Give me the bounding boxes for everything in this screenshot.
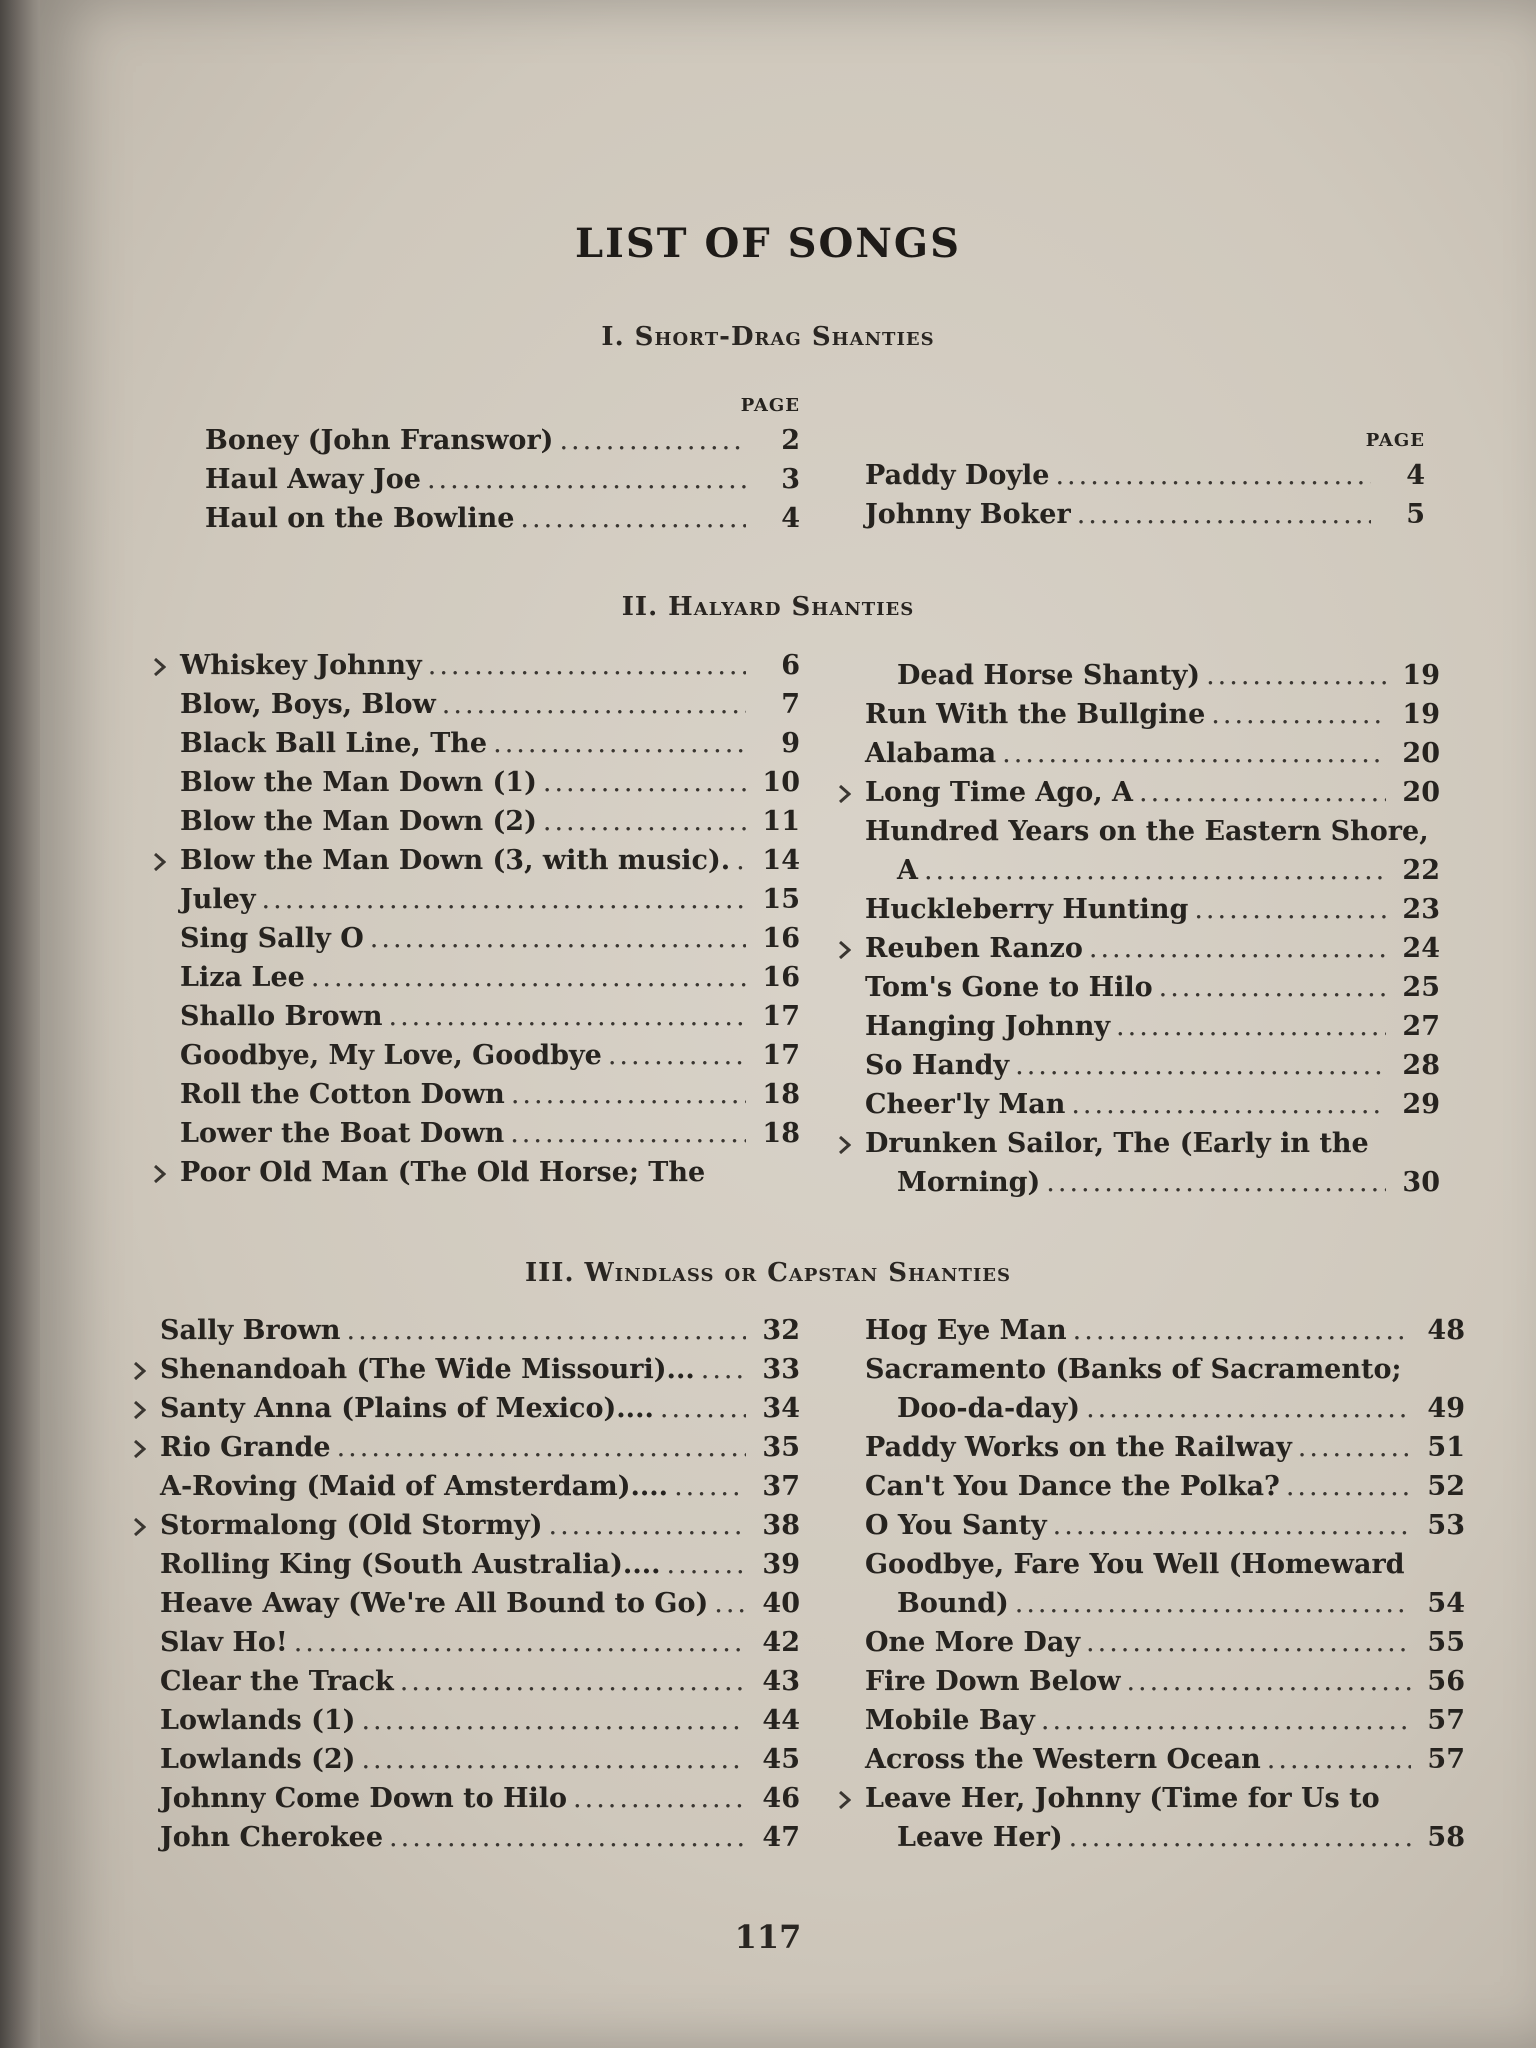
- song-entry: [865, 1510, 1465, 1549]
- song-title: Black Ball Line, The: [180, 728, 488, 759]
- song-page-number: 22: [1402, 855, 1440, 886]
- song-entry: [180, 845, 800, 884]
- dot-leader: [311, 962, 746, 993]
- song-entry: [160, 1744, 800, 1783]
- song-title: Huckleberry Hunting: [865, 894, 1189, 925]
- dot-leader: [1089, 933, 1386, 964]
- song-title: Long Time Ago, A: [865, 777, 1133, 808]
- dot-leader: [714, 1588, 746, 1619]
- song-entry: [865, 1783, 1465, 1822]
- song-entry: [160, 1588, 800, 1627]
- song-page-number: 3: [781, 464, 800, 495]
- dot-leader: [347, 1315, 746, 1346]
- dot-leader: [1041, 1705, 1411, 1736]
- song-page-number: 56: [1427, 1666, 1465, 1697]
- dot-leader: [427, 464, 746, 495]
- song-page-number: 2: [781, 425, 800, 456]
- song-entry: [865, 1471, 1465, 1510]
- song-title: Run With the Bullgine: [865, 699, 1206, 730]
- dot-leader: [924, 855, 1386, 886]
- song-title: Roll the Cotton Down: [180, 1079, 505, 1110]
- dot-leader: [1086, 1627, 1411, 1658]
- song-entry: [160, 1315, 800, 1354]
- song-page-number: 7: [781, 689, 800, 720]
- song-page-number: 16: [762, 923, 800, 954]
- song-page-number: 19: [1402, 660, 1440, 691]
- song-title: Goodbye, Fare You Well (Homeward: [865, 1549, 1405, 1580]
- dot-leader: [1002, 738, 1386, 769]
- song-page-number: 43: [762, 1666, 800, 1697]
- song-title: Lowlands (2): [160, 1744, 356, 1775]
- song-entry: [180, 728, 800, 767]
- song-page-number: 57: [1427, 1705, 1465, 1736]
- song-entry: [865, 1089, 1440, 1128]
- dot-leader: [511, 1079, 746, 1110]
- song-entry: [865, 933, 1440, 972]
- dot-leader: [510, 1118, 746, 1149]
- song-title: Rolling King (South Australia)....: [160, 1549, 661, 1580]
- song-title: Reuben Ranzo: [865, 933, 1083, 964]
- song-page-number: 35: [762, 1432, 800, 1463]
- song-page-number: 38: [762, 1510, 800, 1541]
- song-title: Sing Sally O: [180, 923, 364, 954]
- song-entry: [180, 1157, 800, 1196]
- song-title: Cheer'ly Man: [865, 1089, 1066, 1120]
- song-entry: [865, 1588, 1465, 1627]
- song-entry: [180, 689, 800, 728]
- song-title: Morning): [897, 1167, 1041, 1198]
- song-page-number: 45: [762, 1744, 800, 1775]
- song-title: Blow the Man Down (1): [180, 767, 537, 798]
- section-3-left-column: [160, 1315, 800, 1861]
- song-title: O You Santy: [865, 1510, 1047, 1541]
- page-column-header: PAGE: [1365, 430, 1425, 451]
- song-entry: [865, 1627, 1465, 1666]
- song-title: Paddy Works on the Railway: [865, 1432, 1292, 1463]
- song-title: Doo-da-day): [897, 1393, 1081, 1424]
- song-title: Slav Ho!: [160, 1627, 288, 1658]
- song-page-number: 32: [762, 1315, 800, 1346]
- song-page-number: 18: [762, 1079, 800, 1110]
- dot-leader: [701, 1354, 746, 1385]
- song-title: Sally Brown: [160, 1315, 341, 1346]
- song-entry: [180, 1079, 800, 1118]
- song-entry: [180, 884, 800, 923]
- song-title: Heave Away (We're All Bound to Go): [160, 1588, 709, 1619]
- song-page-number: 24: [1402, 933, 1440, 964]
- dot-leader: [660, 1393, 746, 1424]
- pencil-check-mark-icon: [154, 658, 166, 676]
- song-title: Juley: [180, 884, 256, 915]
- section-1-right-column: [865, 430, 1425, 538]
- song-title: Leave Her): [897, 1822, 1063, 1853]
- section-2-left-column: [180, 650, 800, 1196]
- song-entry: [865, 738, 1440, 777]
- pencil-check-mark-icon: [154, 1165, 166, 1183]
- song-entry: [180, 1118, 800, 1157]
- song-title: Fire Down Below: [865, 1666, 1121, 1697]
- pencil-check-mark-icon: [839, 1136, 851, 1154]
- pencil-check-mark-icon: [839, 1791, 851, 1809]
- song-page-number: 9: [781, 728, 800, 759]
- song-entry: [865, 499, 1425, 538]
- song-entry: [865, 1315, 1465, 1354]
- song-page-number: 34: [762, 1393, 800, 1424]
- dot-leader: [1159, 972, 1386, 1003]
- page-number: 117: [734, 1918, 802, 1956]
- dot-leader: [1139, 777, 1386, 808]
- song-entry: [160, 1354, 800, 1393]
- song-entry: [865, 1050, 1440, 1089]
- section-heading-halyard: II. Halyard Shanties: [621, 592, 915, 622]
- dot-leader: [1298, 1432, 1411, 1463]
- song-title: Across the Western Ocean: [865, 1744, 1261, 1775]
- dot-leader: [543, 806, 746, 837]
- song-title: Alabama: [865, 738, 997, 769]
- song-page-number: 23: [1402, 894, 1440, 925]
- song-title: Blow the Man Down (2): [180, 806, 537, 837]
- song-title: Johnny Boker: [865, 499, 1071, 530]
- song-entry: [160, 1627, 800, 1666]
- song-entry: [865, 1011, 1440, 1050]
- song-title: John Cherokee: [160, 1822, 384, 1853]
- song-title: Hanging Johnny: [865, 1011, 1111, 1042]
- song-entry: [865, 660, 1440, 699]
- song-page-number: 10: [762, 767, 800, 798]
- song-entry: [865, 1549, 1465, 1588]
- pencil-check-mark-icon: [134, 1518, 146, 1536]
- song-title: Hog Eye Man: [865, 1315, 1067, 1346]
- dot-leader: [1053, 1510, 1411, 1541]
- page-column-header: PAGE: [740, 395, 800, 416]
- song-entry: [205, 425, 800, 464]
- song-title: Sacramento (Banks of Sacramento;: [865, 1354, 1402, 1385]
- dot-leader: [543, 767, 746, 798]
- section-1-left-column: [205, 395, 800, 542]
- song-title: Whiskey Johnny: [180, 650, 422, 681]
- song-page-number: 40: [762, 1588, 800, 1619]
- song-title: One More Day: [865, 1627, 1081, 1658]
- dot-leader: [559, 425, 746, 456]
- song-title: A-Roving (Maid of Amsterdam)....: [160, 1471, 669, 1502]
- dot-leader: [1069, 1822, 1411, 1853]
- song-title: Can't You Dance the Polka?: [865, 1471, 1280, 1502]
- dot-leader: [442, 689, 746, 720]
- song-entry: [160, 1510, 800, 1549]
- song-page-number: 20: [1402, 738, 1440, 769]
- song-title: Leave Her, Johnny (Time for Us to: [865, 1783, 1380, 1814]
- song-page-number: 29: [1402, 1089, 1440, 1120]
- song-entry: [865, 1167, 1440, 1206]
- dot-leader: [549, 1510, 746, 1541]
- song-title: Clear the Track: [160, 1666, 394, 1697]
- song-entry: [160, 1666, 800, 1705]
- song-entry: [865, 460, 1425, 499]
- song-page-number: 25: [1402, 972, 1440, 1003]
- page-title: LIST OF SONGS: [575, 220, 961, 267]
- song-entry: [180, 806, 800, 845]
- song-entry: [180, 1040, 800, 1079]
- song-page-number: 55: [1427, 1627, 1465, 1658]
- dot-leader: [493, 728, 746, 759]
- dot-leader: [1286, 1471, 1411, 1502]
- dot-leader: [1046, 1167, 1386, 1198]
- song-page-number: 27: [1402, 1011, 1440, 1042]
- dot-leader: [736, 845, 746, 876]
- section-2-right-column: [865, 660, 1440, 1206]
- song-page-number: 4: [781, 503, 800, 534]
- dot-leader: [361, 1705, 746, 1736]
- dot-leader: [294, 1627, 746, 1658]
- song-entry: [865, 972, 1440, 1011]
- song-entry: [160, 1783, 800, 1822]
- song-page-number: 28: [1402, 1050, 1440, 1081]
- dot-leader: [667, 1549, 746, 1580]
- song-page-number: 6: [781, 650, 800, 681]
- song-page-number: 57: [1427, 1744, 1465, 1775]
- song-page-number: 48: [1427, 1315, 1465, 1346]
- dot-leader: [361, 1744, 746, 1775]
- song-page-number: 39: [762, 1549, 800, 1580]
- dot-leader: [389, 1822, 746, 1853]
- dot-leader: [1206, 660, 1386, 691]
- pencil-check-mark-icon: [134, 1401, 146, 1419]
- song-title: Hundred Years on the Eastern Shore,: [865, 816, 1429, 847]
- dot-leader: [1086, 1393, 1411, 1424]
- song-page-number: 46: [762, 1783, 800, 1814]
- song-title: A: [897, 855, 918, 886]
- song-title: Bound): [897, 1588, 1009, 1619]
- song-entry: [180, 1001, 800, 1040]
- dot-leader: [674, 1471, 746, 1502]
- dot-leader: [388, 1001, 746, 1032]
- dot-leader: [608, 1040, 746, 1071]
- dot-leader: [520, 503, 746, 534]
- section-heading-windlass: III. Windlass or Capstan Shanties: [524, 1258, 1012, 1288]
- song-title: Rio Grande: [160, 1432, 331, 1463]
- dot-leader: [428, 650, 746, 681]
- song-page-number: 11: [762, 806, 800, 837]
- song-entry: [160, 1822, 800, 1861]
- song-title: Poor Old Man (The Old Horse; The: [180, 1157, 706, 1188]
- song-entry: [865, 777, 1440, 816]
- song-entry: [160, 1471, 800, 1510]
- dot-leader: [1077, 499, 1371, 530]
- pencil-check-mark-icon: [134, 1362, 146, 1380]
- section-heading-short-drag: I. Short-Drag Shanties: [601, 322, 935, 352]
- song-page-number: 19: [1402, 699, 1440, 730]
- dot-leader: [400, 1666, 746, 1697]
- song-entry: [865, 855, 1440, 894]
- song-page-number: 52: [1427, 1471, 1465, 1502]
- song-title: Goodbye, My Love, Goodbye: [180, 1040, 602, 1071]
- song-page-number: 49: [1427, 1393, 1465, 1424]
- song-page-number: 20: [1402, 777, 1440, 808]
- song-title: Johnny Come Down to Hilo: [160, 1783, 568, 1814]
- dot-leader: [370, 923, 746, 954]
- song-page-number: 16: [762, 962, 800, 993]
- song-title: Stormalong (Old Stormy): [160, 1510, 543, 1541]
- song-page-number: 14: [762, 845, 800, 876]
- song-entry: [160, 1549, 800, 1588]
- song-entry: [865, 1128, 1440, 1167]
- song-entry: [865, 1432, 1465, 1471]
- song-entry: [160, 1393, 800, 1432]
- song-entry: [180, 923, 800, 962]
- song-title: Mobile Bay: [865, 1705, 1035, 1736]
- song-title: Paddy Doyle: [865, 460, 1050, 491]
- dot-leader: [573, 1783, 746, 1814]
- song-page-number: 54: [1427, 1588, 1465, 1619]
- section-3-right-column: [865, 1315, 1465, 1861]
- song-entry: [180, 650, 800, 689]
- song-entry: [865, 1354, 1465, 1393]
- song-page-number: 47: [762, 1822, 800, 1853]
- song-title: Drunken Sailor, The (Early in the: [865, 1128, 1369, 1159]
- song-title: Dead Horse Shanty): [897, 660, 1201, 691]
- dot-leader: [1015, 1588, 1411, 1619]
- song-page-number: 5: [1406, 499, 1425, 530]
- song-page-number: 33: [762, 1354, 800, 1385]
- dot-leader: [1194, 894, 1386, 925]
- song-entry: [205, 503, 800, 542]
- song-page-number: 17: [762, 1040, 800, 1071]
- dot-leader: [1055, 460, 1371, 491]
- song-entry: [865, 1666, 1465, 1705]
- song-page-number: 42: [762, 1627, 800, 1658]
- song-title: Lower the Boat Down: [180, 1118, 505, 1149]
- dot-leader: [262, 884, 746, 915]
- dot-leader: [337, 1432, 746, 1463]
- song-entry: [865, 1822, 1465, 1861]
- song-title: Liza Lee: [180, 962, 305, 993]
- song-entry: [160, 1705, 800, 1744]
- song-title: Blow, Boys, Blow: [180, 689, 436, 720]
- song-entry: [180, 767, 800, 806]
- song-page-number: 51: [1427, 1432, 1465, 1463]
- dot-leader: [1211, 699, 1386, 730]
- song-title: Haul on the Bowline: [205, 503, 515, 534]
- song-page-number: 37: [762, 1471, 800, 1502]
- song-entry: [865, 1705, 1465, 1744]
- dot-leader: [1073, 1315, 1411, 1346]
- song-entry: [865, 1393, 1465, 1432]
- song-page-number: 4: [1406, 460, 1425, 491]
- song-entry: [205, 464, 800, 503]
- song-entry: [865, 699, 1440, 738]
- song-page-number: 18: [762, 1118, 800, 1149]
- song-title: So Handy: [865, 1050, 1010, 1081]
- song-entry: [160, 1432, 800, 1471]
- song-entry: [865, 816, 1440, 855]
- pencil-check-mark-icon: [839, 941, 851, 959]
- song-title: Tom's Gone to Hilo: [865, 972, 1153, 1003]
- song-title: Shallo Brown: [180, 1001, 383, 1032]
- song-page-number: 44: [762, 1705, 800, 1736]
- song-title: Lowlands (1): [160, 1705, 356, 1736]
- dot-leader: [1126, 1666, 1411, 1697]
- pencil-check-mark-icon: [134, 1440, 146, 1458]
- song-page-number: 17: [762, 1001, 800, 1032]
- song-page-number: 58: [1427, 1822, 1465, 1853]
- song-title: Santy Anna (Plains of Mexico)....: [160, 1393, 654, 1424]
- song-entry: [865, 1744, 1465, 1783]
- song-page-number: 15: [762, 884, 800, 915]
- song-page-number: 30: [1402, 1167, 1440, 1198]
- song-title: Shenandoah (The Wide Missouri)...: [160, 1354, 695, 1385]
- dot-leader: [1116, 1011, 1386, 1042]
- song-title: Blow the Man Down (3, with music).: [180, 845, 731, 876]
- song-entry: [865, 894, 1440, 933]
- pencil-check-mark-icon: [839, 785, 851, 803]
- dot-leader: [1267, 1744, 1411, 1775]
- song-title: Boney (John Franswor): [205, 425, 554, 456]
- pencil-check-mark-icon: [154, 853, 166, 871]
- dot-leader: [1071, 1089, 1386, 1120]
- dot-leader: [1015, 1050, 1386, 1081]
- song-title: Haul Away Joe: [205, 464, 421, 495]
- song-page-number: 53: [1427, 1510, 1465, 1541]
- song-entry: [180, 962, 800, 1001]
